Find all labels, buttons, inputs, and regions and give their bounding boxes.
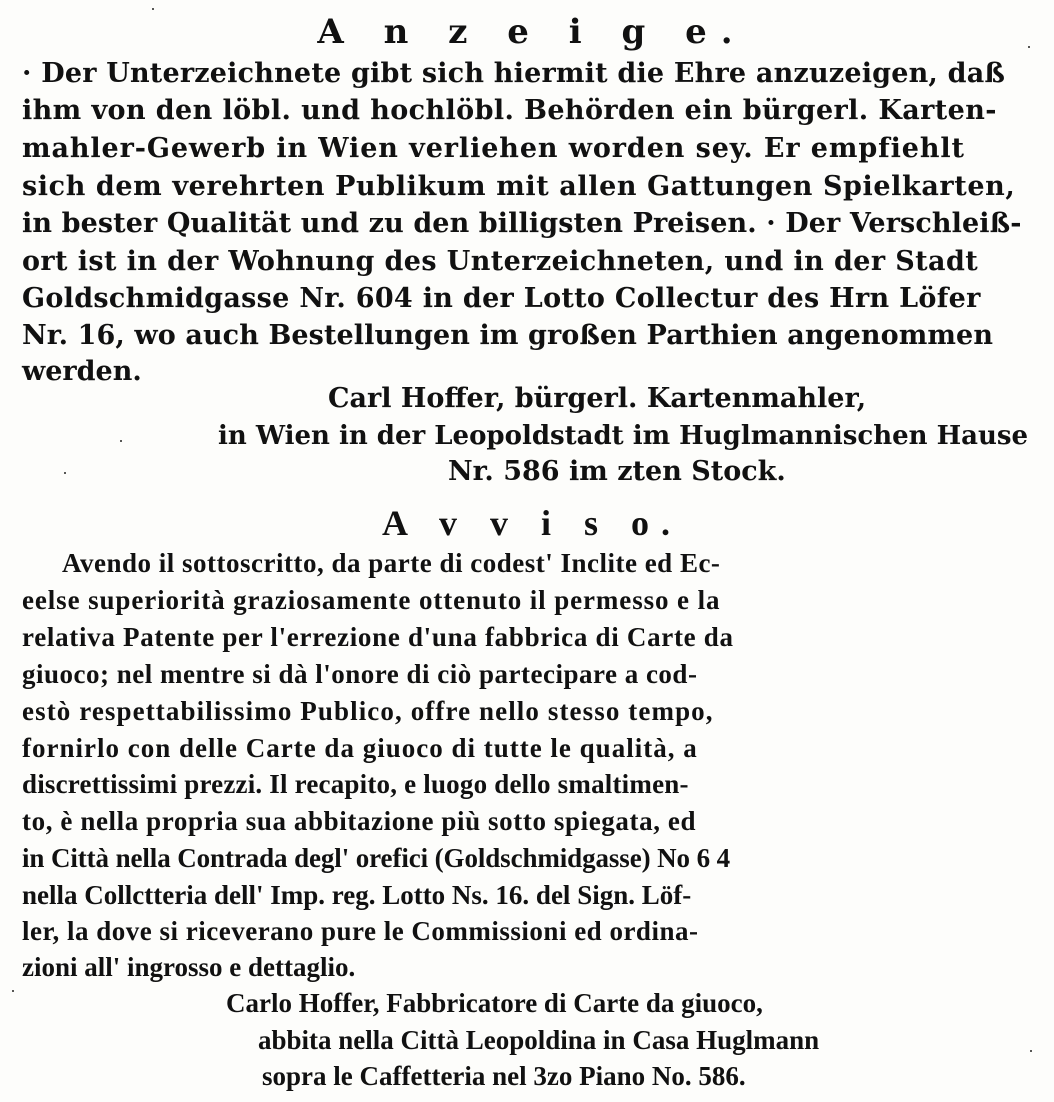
- german-signature-name: Carl Hoffer, bürgerl. Kartenmahler,: [328, 383, 867, 414]
- italian-line: nella Collctteria dell' Imp. reg. Lotto Ns. 16. del Sign. Löf-: [22, 880, 692, 910]
- italian-line: Avendo il sottoscritto, da parte di codest' Inclite ed Ec-: [62, 548, 721, 578]
- italian-line: in Città nella Contrada degl' orefici (Goldschmidgasse) No 6 4: [22, 843, 731, 873]
- german-line: werden.: [22, 356, 142, 387]
- german-line: Nr. 16, wo auch Bestellungen im großen Parthien angenommen: [22, 320, 994, 351]
- italian-line: fornirlo con delle Carte da giuoco di tutte le qualità, a: [22, 733, 698, 763]
- italian-signature-name: Carlo Hoffer, Fabbricatore di Carte da giuoco,: [226, 988, 763, 1018]
- print-speck: [120, 440, 122, 442]
- print-speck: [1028, 46, 1030, 48]
- italian-line: giuoco; nel mentre si dà l'onore di ciò partecipare a cod-: [22, 659, 698, 689]
- italian-line: to, è nella propria sua abbitazione più sotto spiegata, ed: [22, 806, 697, 836]
- german-line: ort ist in der Wohnung des Unterzeichneten, und in der Stadt: [22, 246, 979, 277]
- german-title: A n z e i g e.: [317, 12, 747, 52]
- italian-line: discrettissimi prezzi. Il recapito, e luogo dello smaltimen-: [22, 769, 689, 799]
- german-line: ihm von den löbl. und hochlöbl. Behörden ein bürgerl. Karten-: [22, 95, 997, 126]
- print-speck: [64, 472, 66, 474]
- german-line: Goldschmidgasse Nr. 604 in der Lotto Collectur des Hrn Löfer: [22, 283, 981, 314]
- german-line: mahler-Gewerb in Wien verliehen worden sey. Er empfiehlt: [22, 133, 965, 164]
- italian-signature-floor: sopra le Caffetteria nel 3zo Piano No. 586.: [262, 1061, 746, 1091]
- italian-line: estò respettabilissimo Publico, offre nello stesso tempo,: [22, 696, 714, 726]
- print-speck: [152, 8, 154, 10]
- italian-line: ler, la dove si riceverano pure le Commissioni ed ordina-: [22, 916, 699, 946]
- german-line: in bester Qualität und zu den billigsten Preisen. · Der Verschleiß-: [22, 208, 1022, 239]
- german-line: · Der Unterzeichnete gibt sich hiermit die Ehre anzuzeigen, daß: [22, 58, 1006, 89]
- german-line: sich dem verehrten Publikum mit allen Gattungen Spielkarten,: [22, 171, 1016, 202]
- print-speck: [1030, 1050, 1032, 1052]
- print-speck: [12, 990, 14, 992]
- italian-title: A v v i s o.: [381, 503, 683, 543]
- german-signature-address: in Wien in der Leopoldstadt im Huglmannischen Hause: [218, 421, 1029, 451]
- italian-line: zioni all' ingrosso e dettaglio.: [22, 952, 356, 982]
- german-signature-floor: Nr. 586 im zten Stock.: [448, 456, 786, 487]
- italian-signature-address: abbita nella Città Leopoldina in Casa Huglmann: [258, 1025, 820, 1055]
- italian-line: relativa Patente per l'errezione d'una fabbrica di Carte da: [22, 622, 734, 652]
- italian-line: eelse superiorità graziosamente ottenuto il permesso e la: [22, 585, 721, 615]
